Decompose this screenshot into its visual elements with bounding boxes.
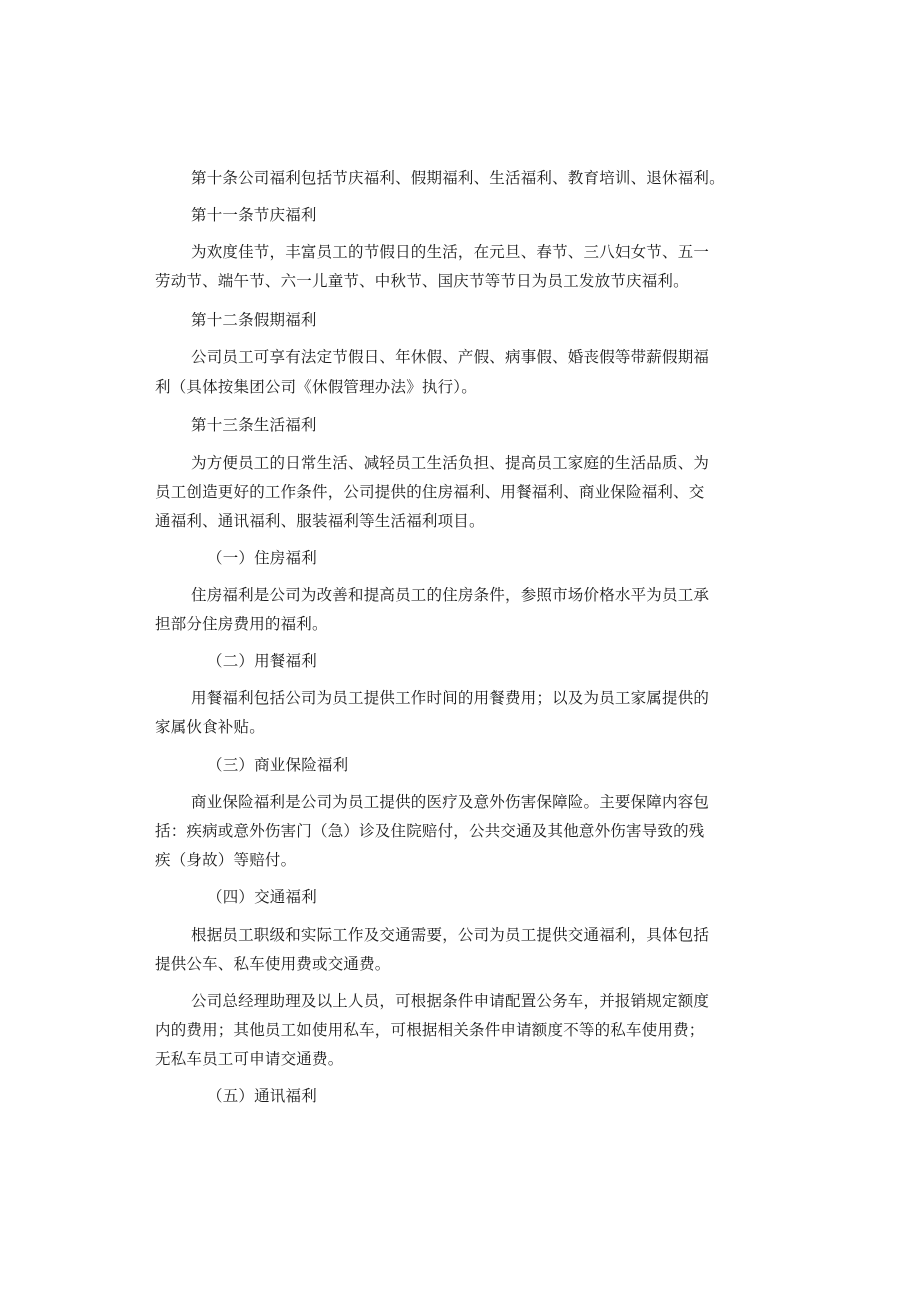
section-housing-heading: （一）住房福利 — [207, 549, 317, 567]
article-12-heading: 第十二条假期福利 — [191, 311, 317, 329]
section-housing-paragraph-line: 担部分住房费用的福利。 — [155, 615, 328, 633]
section-telecom-heading: （五）通讯福利 — [207, 1087, 317, 1105]
section-transport-paragraph-line: 提供公车、私车使用费或交通费。 — [155, 955, 391, 973]
article-13-paragraph-line: 为方便员工的日常生活、减轻员工生活负担、提高员工家庭的生活品质、为 — [191, 454, 710, 472]
article-11-paragraph-line: 为欢度佳节，丰富员工的节假日的生活，在元旦、春节、三八妇女节、五一 — [191, 243, 710, 261]
article-13-paragraph-line: 通福利、通讯福利、服装福利等生活福利项目。 — [155, 512, 485, 530]
article-13-paragraph-line: 员工创造更好的工作条件，公司提供的住房福利、用餐福利、商业保险福利、交 — [155, 483, 705, 501]
section-transport-heading: （四）交通福利 — [207, 888, 317, 906]
section-transport-paragraph-line: 公司总经理助理及以上人员，可根据条件申请配置公务车，并报销规定额度 — [191, 992, 710, 1010]
section-transport-paragraph-line: 无私车员工可申请交通费。 — [155, 1050, 344, 1068]
article-11-heading: 第十一条节庆福利 — [191, 206, 317, 224]
section-meals-paragraph-line: 家属伙食补贴。 — [155, 718, 265, 736]
article-12-paragraph-line: 公司员工可享有法定节假日、年休假、产假、病事假、婚丧假等带薪假期福 — [191, 348, 710, 366]
article-10-text: 第十条公司福利包括节庆福利、假期福利、生活福利、教育培训、退休福利。 — [191, 169, 725, 187]
section-insurance-heading: （三）商业保险福利 — [207, 756, 349, 774]
article-11-paragraph-line: 劳动节、端午节、六一儿童节、中秋节、国庆节等节日为员工发放节庆福利。 — [155, 272, 689, 290]
section-insurance-paragraph-line: 括：疾病或意外伤害门（急）诊及住院赔付，公共交通及其他意外伤害导致的残 — [155, 822, 705, 840]
article-12-paragraph-line: 利（具体按集团公司《休假管理办法》执行）。 — [155, 378, 477, 396]
section-meals-paragraph-line: 用餐福利包括公司为员工提供工作时间的用餐费用；以及为员工家属提供的 — [191, 689, 710, 707]
section-housing-paragraph-line: 住房福利是公司为改善和提高员工的住房条件，参照市场价格水平为员工承 — [191, 586, 710, 604]
section-meals-heading: （二）用餐福利 — [207, 652, 317, 670]
section-insurance-paragraph-line: 商业保险福利是公司为员工提供的医疗及意外伤害保障险。主要保障内容包 — [191, 793, 710, 811]
section-insurance-paragraph-line: 疾（身故）等赔付。 — [155, 851, 297, 869]
article-13-heading: 第十三条生活福利 — [191, 416, 317, 434]
section-transport-paragraph-line: 根据员工职级和实际工作及交通需要，公司为员工提供交通福利，具体包括 — [191, 926, 710, 944]
section-transport-paragraph-line: 内的费用；其他员工如使用私车，可根据相关条件申请额度不等的私车使用费； — [155, 1021, 705, 1039]
